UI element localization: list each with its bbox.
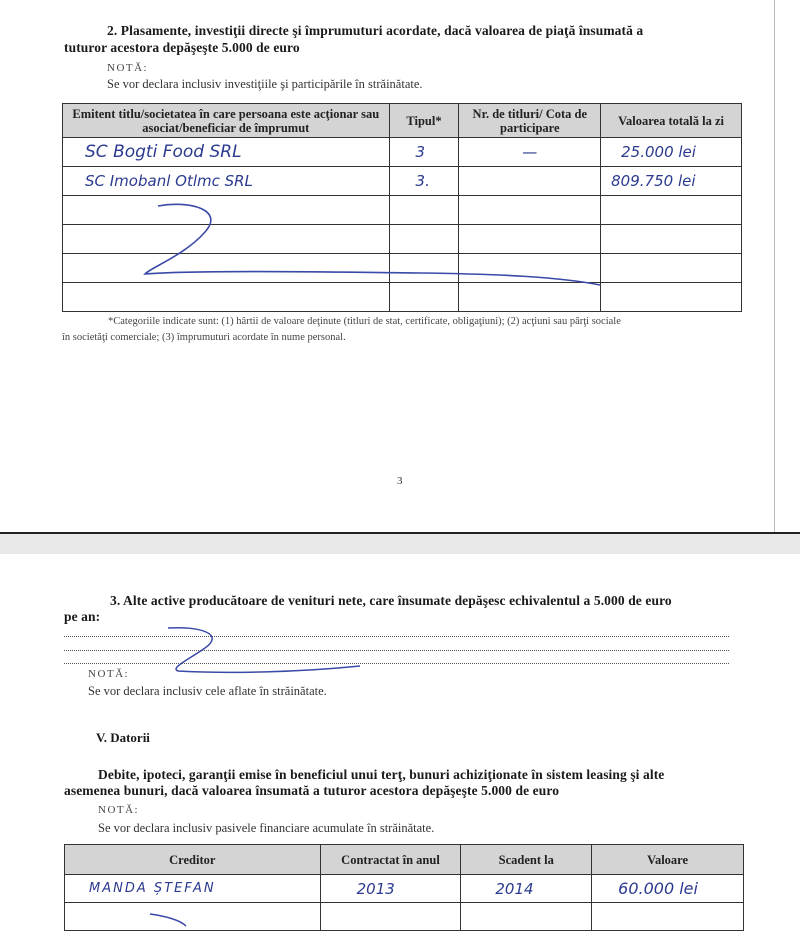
cell-valoare: 60.000 lei (592, 875, 744, 903)
header-scadent: Scadent la (461, 845, 592, 875)
strike-through-scribble (0, 554, 800, 928)
section-v-nota-text: Se vor declara inclusiv pasivele financiare acumulate în străinătate. (98, 821, 435, 835)
section-2-nota-label: NOTĂ: (107, 62, 149, 74)
header-emitent: Emitent titlu/societatea în care persoana este acţionar sau asociat/beneficiar de împrumut (63, 104, 390, 138)
cell-contractat: 2013 (320, 875, 461, 903)
section-v-nota-label: NOTĂ: (98, 804, 140, 816)
header-nr-titluri: Nr. de titluri/ Cota de participare (459, 104, 601, 138)
section-3-nota-text: Se vor declara inclusiv cele aflate în străinătate. (88, 684, 327, 698)
section-3-heading-line1: 3. Alte active producătoare de venituri nete, care însumate depăşesc echivalentul a 5.000 de euro (110, 593, 672, 608)
section-3-nota-label: NOTĂ: (88, 668, 130, 680)
cell-nr-titluri: — (459, 138, 601, 167)
cell-emitent: SC Imobanl Otlmc SRL (63, 167, 390, 196)
section-2-nota-text: Se vor declara inclusiv investiţiile şi participările în străinătate. (107, 77, 423, 91)
cell-valoare: 25.000 lei (601, 138, 742, 167)
section-v-heading-line2: asemenea bunuri, dacă valoarea însumată a tuturor acestora depăşeşte 5.000 de euro (64, 783, 560, 798)
header-valoare-totala: Valoarea totală la zi (601, 104, 742, 138)
cell-tipul: 3 (389, 138, 459, 167)
document-page-4 (0, 554, 800, 928)
cell-valoare: 809.750 lei (601, 167, 742, 196)
page-number: 3 (397, 475, 403, 487)
section-3-heading-line2: pe an: (64, 609, 101, 624)
header-contractat: Contractat în anul (320, 845, 461, 875)
footnote-line1: *Categoriile indicate sunt: (1) hârtii de valoare deţinute (titluri de stat, certificate, obligaţiuni); (2) acţiuni sau părţi sociale (108, 316, 621, 327)
section-2-heading-line1: 2. Plasamente, investiţii directe şi împrumuturi acordate, dacă valoarea de piaţă însumată a (107, 23, 644, 38)
cell-scadent: 2014 (461, 875, 592, 903)
header-tipul: Tipul* (389, 104, 459, 138)
header-creditor: Creditor (65, 845, 321, 875)
page-separator (0, 532, 800, 556)
cell-tipul: 3. (389, 167, 459, 196)
footnote-line2: în societăţi comerciale; (3) împrumuturi acordate în nume personal. (62, 332, 346, 343)
section-2-heading-line2: tuturor acestora depăşeşte 5.000 de euro (64, 40, 300, 55)
section-v-title: V. Datorii (96, 730, 150, 745)
section-v-heading-line1: Debite, ipoteci, garanţii emise în beneficiul unui terţ, bunuri achiziţionate în sistem leasing şi alte (98, 767, 665, 782)
cell-emitent: SC Bogti Food SRL (63, 138, 390, 167)
cell-creditor: MANDA ȘTEFAN (65, 875, 321, 903)
header-valoare: Valoare (592, 845, 744, 875)
